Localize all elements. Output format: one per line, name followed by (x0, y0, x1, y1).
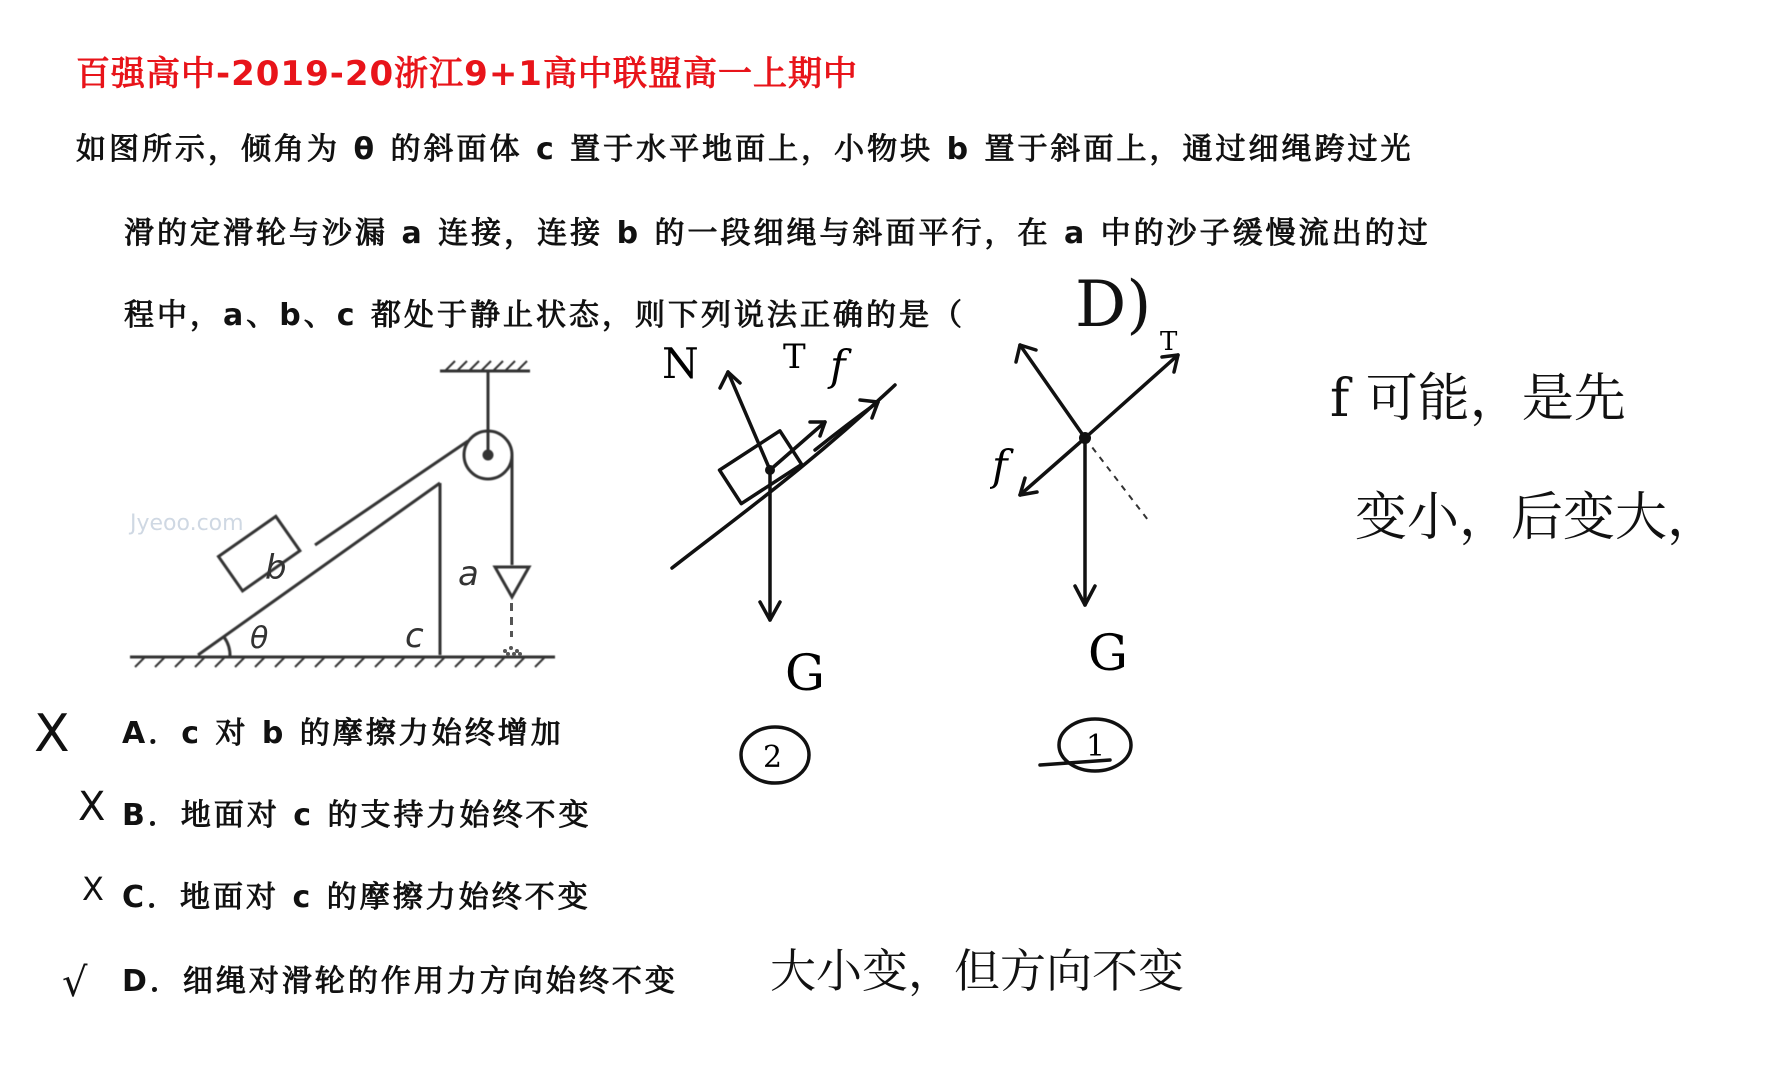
label-b: b (265, 548, 287, 588)
mark-c-cross: X (82, 870, 104, 908)
force-diagram-2 (660, 330, 930, 810)
watermark: Jyeoo.com (130, 511, 244, 536)
question-line-3: 程中，a、b、c 都处于静止状态，则下列说法正确的是（ (124, 298, 965, 333)
mark-b-cross: X (78, 784, 106, 830)
option-d: D．细绳对滑轮的作用力方向始终不变 (122, 964, 678, 999)
handwritten-note-line-1: f 可能，是先 (1330, 369, 1626, 429)
force-f-label: f (830, 341, 846, 390)
force-g-label-1: G (1088, 624, 1128, 682)
label-theta: θ (250, 621, 269, 656)
handwritten-answer: D) (1075, 268, 1152, 342)
force-g-label: G (785, 644, 825, 702)
option-b: B．地面对 c 的支持力始终不变 (122, 798, 592, 833)
force-t-label: T (783, 337, 806, 377)
incline-pulley-figure (110, 355, 580, 685)
force-n-label: N (662, 339, 699, 388)
force-t-label-1: T (1160, 327, 1178, 357)
question-line-1: 如图所示，倾角为 θ 的斜面体 c 置于水平地面上，小物块 b 置于斜面上，通过细绳跨过光 (76, 132, 1414, 167)
diagram-number-2: 2 (763, 740, 783, 775)
mark-a-cross: X (34, 704, 70, 764)
source-title: 百强高中-2019-20浙江9+1高中联盟高一上期中 (76, 54, 858, 94)
option-c: C．地面对 c 的摩擦力始终不变 (122, 880, 591, 915)
diagram-number-1: 1 (1086, 729, 1106, 764)
mark-d-check: √ (62, 960, 88, 1006)
force-diagram-1 (990, 320, 1220, 780)
option-a: A．c 对 b 的摩擦力始终增加 (122, 716, 564, 751)
force-f-label-1: f (992, 441, 1008, 490)
label-c: c (405, 616, 424, 656)
handwritten-note-option-d: 大小变，但方向不变 (770, 944, 1184, 998)
label-a: a (458, 554, 479, 594)
handwritten-note-line-2: 变小，后变大， (1355, 488, 1720, 548)
question-line-2: 滑的定滑轮与沙漏 a 连接，连接 b 的一段细绳与斜面平行，在 a 中的沙子缓慢流出的过 (124, 216, 1431, 251)
